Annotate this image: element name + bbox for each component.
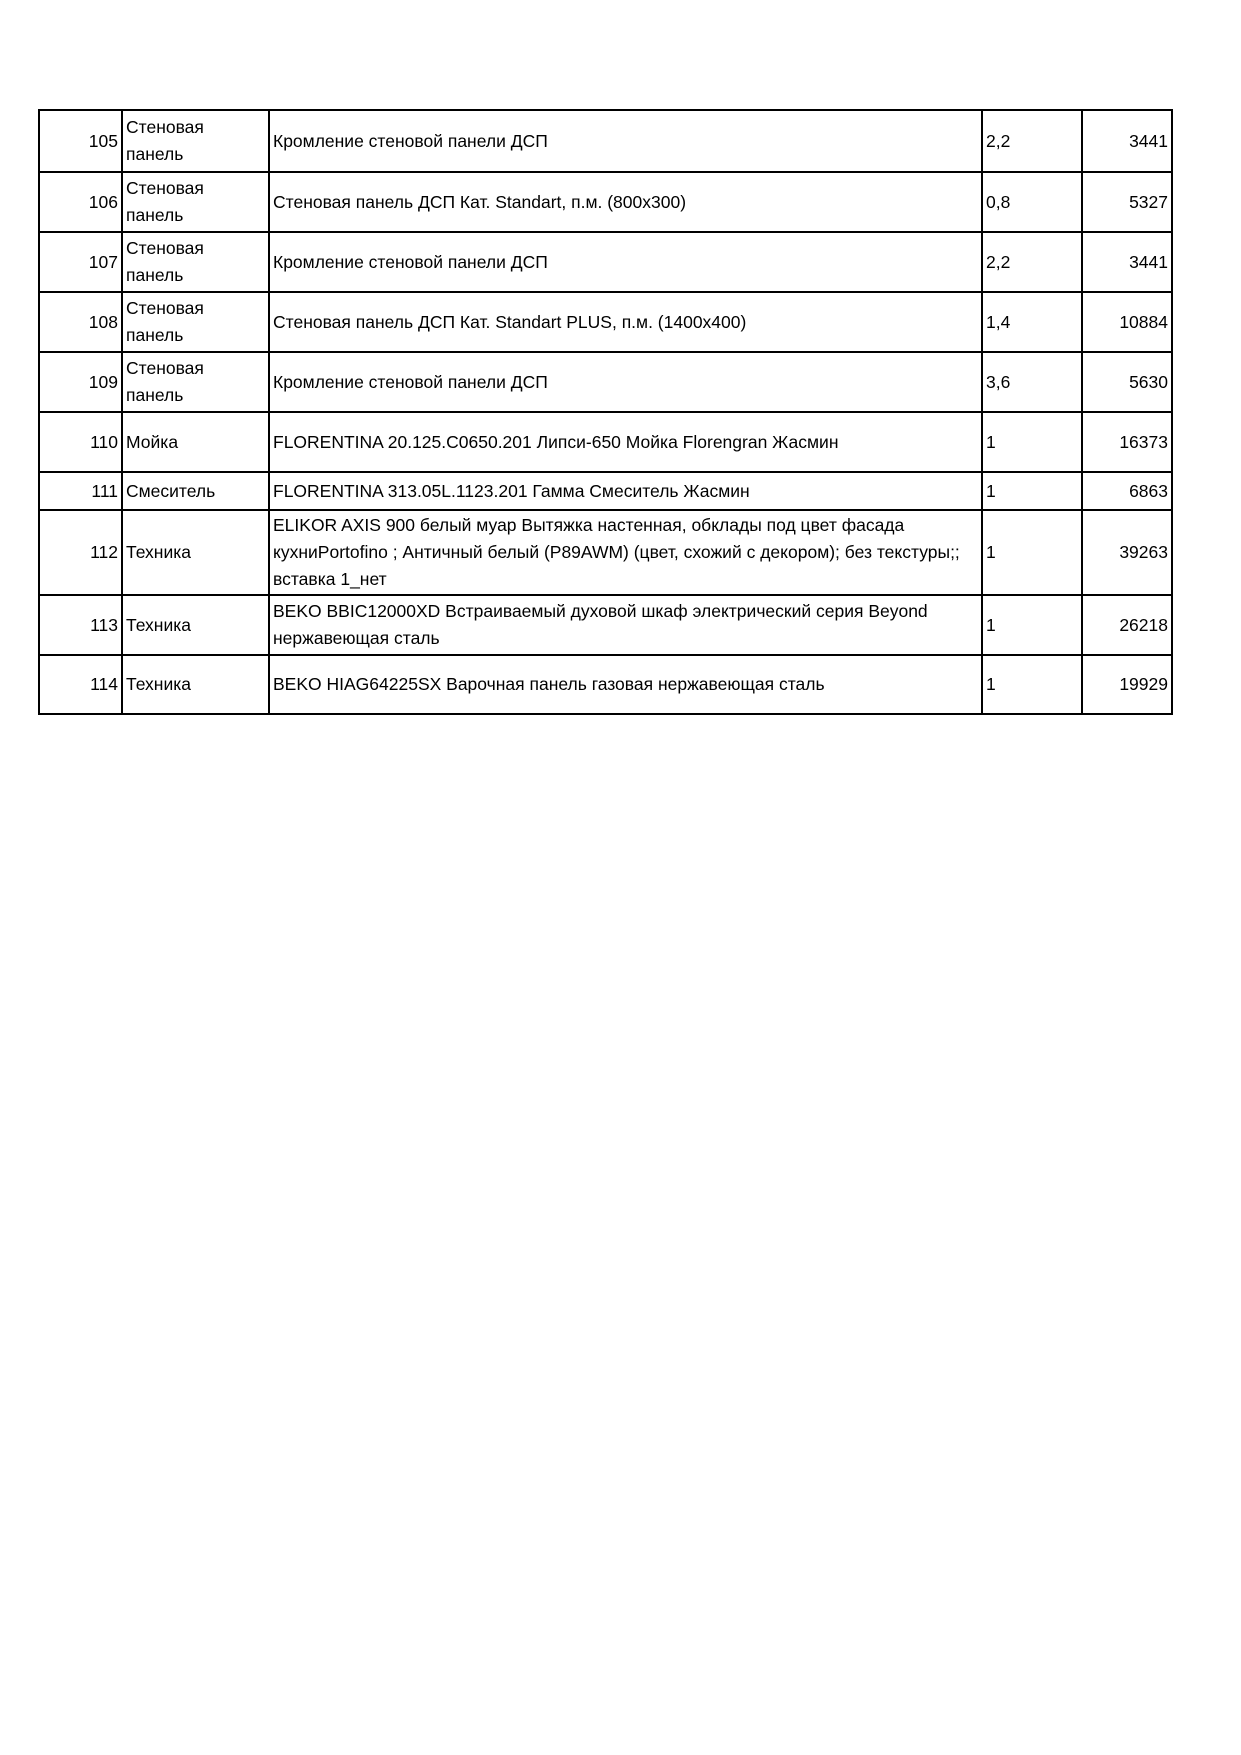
description-cell: FLORENTINA 313.05L.1123.201 Гамма Смеситель Жасмин: [269, 472, 982, 510]
price-cell: 3441: [1082, 110, 1172, 172]
category-cell: Стеновая панель: [122, 232, 269, 292]
category-cell: Смеситель: [122, 472, 269, 510]
items-table: [38, 109, 1173, 715]
quantity-cell: 2,2: [982, 110, 1082, 172]
description-cell: BEKO BBIC12000XD Встраиваемый духовой шкаф электрический серия Beyond нержавеющая сталь: [269, 595, 982, 655]
quantity-cell: 1: [982, 655, 1082, 714]
table-row: [39, 172, 1172, 232]
category-cell: Мойка: [122, 412, 269, 472]
table-row: [39, 595, 1172, 655]
quantity-cell: 1: [982, 595, 1082, 655]
category-cell: Техника: [122, 595, 269, 655]
category-cell: Стеновая панель: [122, 172, 269, 232]
row-number-cell: 111: [39, 472, 122, 510]
price-cell: 26218: [1082, 595, 1172, 655]
table-row: [39, 472, 1172, 510]
table-row: [39, 510, 1172, 595]
category-cell: Стеновая панель: [122, 352, 269, 412]
description-cell: Стеновая панель ДСП Кат. Standart, п.м. (800х300): [269, 172, 982, 232]
description-cell: Кромление стеновой панели ДСП: [269, 232, 982, 292]
price-cell: 5630: [1082, 352, 1172, 412]
price-cell: 16373: [1082, 412, 1172, 472]
price-cell: 19929: [1082, 655, 1172, 714]
price-cell: 39263: [1082, 510, 1172, 595]
row-number-cell: 105: [39, 110, 122, 172]
row-number-cell: 107: [39, 232, 122, 292]
description-cell: Стеновая панель ДСП Кат. Standart PLUS, п.м. (1400х400): [269, 292, 982, 352]
row-number-cell: 109: [39, 352, 122, 412]
quantity-cell: 1: [982, 510, 1082, 595]
price-cell: 3441: [1082, 232, 1172, 292]
description-cell: Кромление стеновой панели ДСП: [269, 110, 982, 172]
description-cell: ELIKOR AXIS 900 белый муар Вытяжка настенная, обклады под цвет фасада кухниPortofino ; Античный белый (P89AWM) (цвет, схожий с декором); без текстуры;; вставка 1_нет: [269, 510, 982, 595]
table-row: [39, 655, 1172, 714]
quantity-cell: 3,6: [982, 352, 1082, 412]
row-number-cell: 108: [39, 292, 122, 352]
quantity-cell: 1,4: [982, 292, 1082, 352]
row-number-cell: 110: [39, 412, 122, 472]
row-number-cell: 106: [39, 172, 122, 232]
table-row: [39, 110, 1172, 172]
description-cell: BEKO HIAG64225SX Варочная панель газовая нержавеющая сталь: [269, 655, 982, 714]
table-row: [39, 232, 1172, 292]
row-number-cell: 112: [39, 510, 122, 595]
category-cell: Техника: [122, 655, 269, 714]
table-row: [39, 352, 1172, 412]
quantity-cell: 0,8: [982, 172, 1082, 232]
description-cell: Кромление стеновой панели ДСП: [269, 352, 982, 412]
table-row: [39, 292, 1172, 352]
price-cell: 6863: [1082, 472, 1172, 510]
description-cell: FLORENTINA 20.125.C0650.201 Липси-650 Мойка Florengran Жасмин: [269, 412, 982, 472]
category-cell: Техника: [122, 510, 269, 595]
quantity-cell: 1: [982, 472, 1082, 510]
quantity-cell: 1: [982, 412, 1082, 472]
row-number-cell: 114: [39, 655, 122, 714]
price-cell: 5327: [1082, 172, 1172, 232]
price-cell: 10884: [1082, 292, 1172, 352]
category-cell: Стеновая панель: [122, 110, 269, 172]
row-number-cell: 113: [39, 595, 122, 655]
quantity-cell: 2,2: [982, 232, 1082, 292]
table-row: [39, 412, 1172, 472]
category-cell: Стеновая панель: [122, 292, 269, 352]
